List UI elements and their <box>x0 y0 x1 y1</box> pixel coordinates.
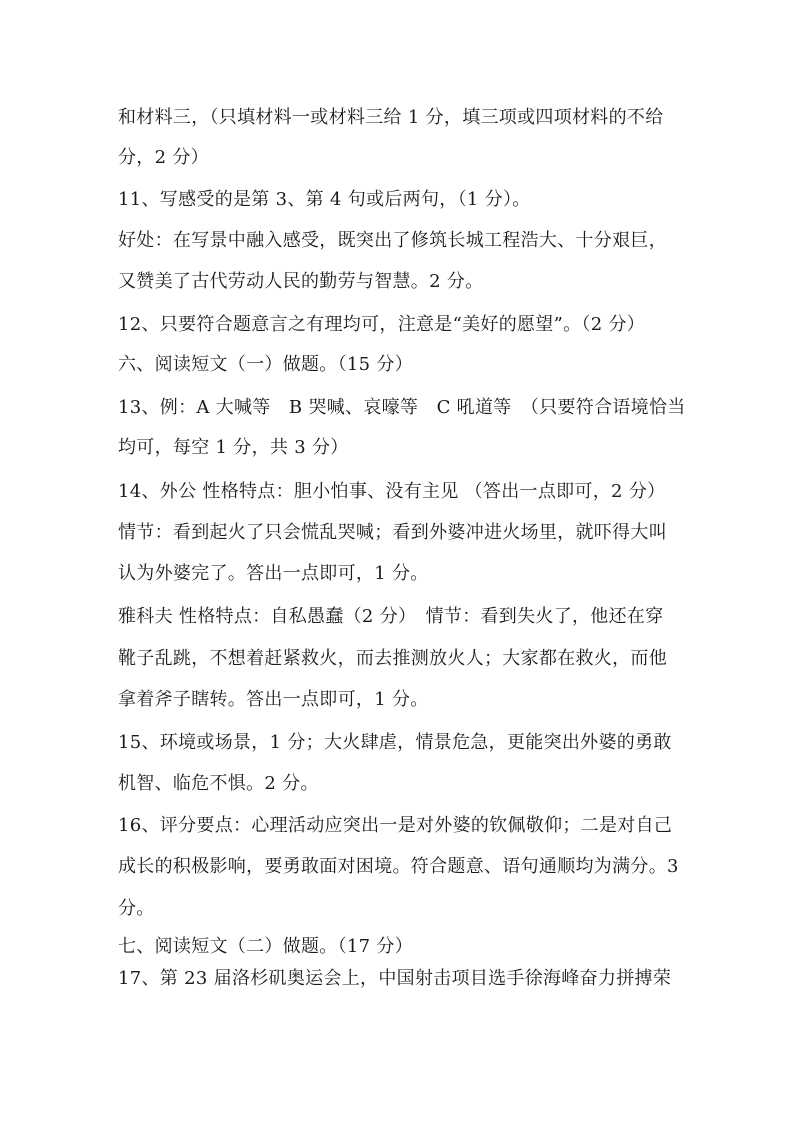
text-line: 分，2 分） <box>118 147 209 168</box>
text-line: 均可，每空 1 分，共 3 分） <box>118 437 349 458</box>
text-line: 17、第 23 届洛杉矶奥运会上，中国射击项目选手徐海峰奋力拼搏荣 <box>118 968 672 989</box>
text-line: 靴子乱跳，不想着赶紧救火，而去推测放火人；大家都在救火，而他 <box>118 648 667 669</box>
section-heading: 六、阅读短文（一）做题。（15 分） <box>118 354 414 375</box>
text-line: 机智、临危不惧。2 分。 <box>118 773 319 794</box>
text-line: 又赞美了古代劳动人民的勤劳与智慧。2 分。 <box>118 271 484 292</box>
text-line: 分。 <box>118 898 155 919</box>
text-line: 12、只要符合题意言之有理均可，注意是“美好的愿望”。（2 分） <box>118 314 646 335</box>
section-heading: 七、阅读短文（二）做题。（17 分） <box>118 936 414 957</box>
text-line: 雅科夫 性格特点：自私愚蠢（2 分） 情节：看到失火了，他还在穿 <box>118 606 664 627</box>
text-line: 15、环境或场景，1 分；大火肆虐，情景危急，更能突出外婆的勇敢 <box>118 732 672 753</box>
text-line: 拿着斧子瞎转。答出一点即可，1 分。 <box>118 689 429 710</box>
text-line: 认为外婆完了。答出一点即可，1 分。 <box>118 563 429 584</box>
text-line: 14、外公 性格特点：胆小怕事、没有主见 （答出一点即可，2 分） <box>118 481 666 502</box>
text-line: 和材料三，（只填材料一或材料三给 1 分，填三项或四项材料的不给 <box>118 107 664 128</box>
text-line: 情节：看到起火了只会慌乱哭喊；看到外婆冲进火场里，就吓得大叫 <box>118 522 667 543</box>
text-line: 好处：在写景中融入感受，既突出了修筑长城工程浩大、十分艰巨， <box>118 230 667 251</box>
text-line: 11、写感受的是第 3、第 4 句或后两句，（1 分）。 <box>118 189 531 210</box>
text-line: 16、评分要点：心理活动应突出一是对外婆的钦佩敬仰；二是对自己 <box>118 815 673 836</box>
text-line: 成长的积极影响，要勇敢面对困境。符合题意、语句通顺均为满分。3 <box>118 856 679 877</box>
text-line: 13、例：A 大喊等 B 哭喊、哀嚎等 C 吼道等 （只要符合语境恰当 <box>118 397 686 418</box>
